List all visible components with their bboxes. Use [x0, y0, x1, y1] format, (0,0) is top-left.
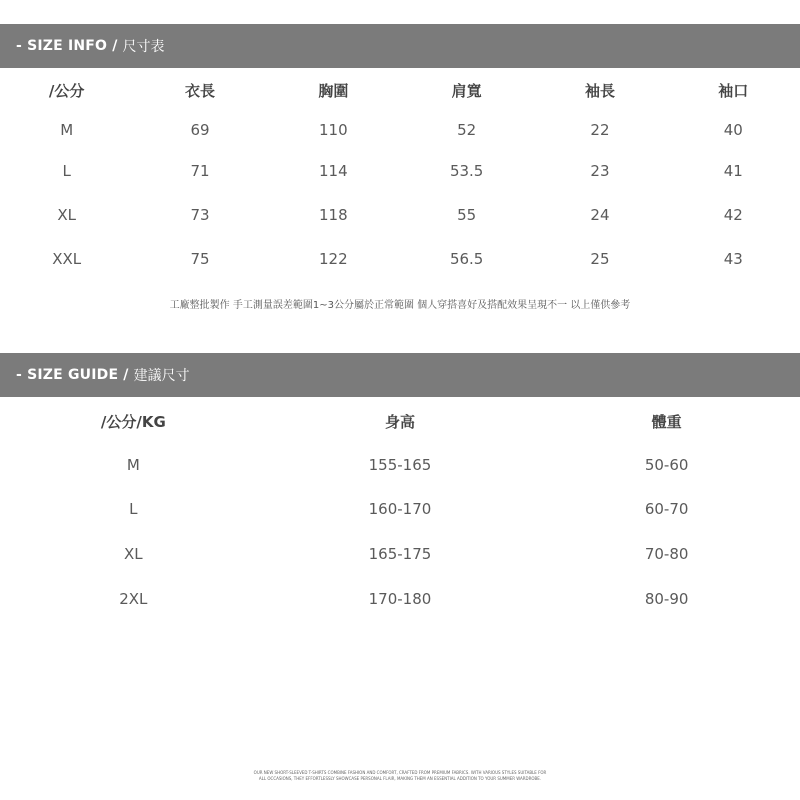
- header-cell-cuff: 袖口: [718, 82, 749, 100]
- table-cell: 155-165: [368, 456, 432, 474]
- table-cell: 110: [319, 121, 348, 139]
- table-cell: 165-175: [368, 545, 432, 563]
- table-cell: 114: [319, 162, 348, 180]
- table-row: [0, 121, 800, 139]
- table-cell: 80-90: [644, 590, 689, 608]
- table-cell: 170-180: [368, 590, 432, 608]
- table-cell: 160-170: [368, 500, 432, 518]
- size-guide-header-bar: [0, 353, 800, 397]
- table-row: [0, 162, 800, 180]
- table-cell: 55: [457, 206, 477, 224]
- table-cell: L: [62, 162, 71, 180]
- table-cell: XL: [124, 545, 143, 563]
- table-cell: M: [126, 456, 140, 474]
- table-cell: 43: [723, 250, 743, 268]
- table-cell: 42: [723, 206, 743, 224]
- table-cell: 118: [319, 206, 348, 224]
- table-row: [0, 250, 800, 268]
- table-cell: 70-80: [644, 545, 689, 563]
- table-cell: 22: [590, 121, 610, 139]
- header-cell-shoulder: 肩寬: [451, 82, 482, 100]
- table-row: [0, 545, 800, 563]
- table-row: [0, 590, 800, 608]
- measurement-note: 工廠整批製作 手工測量誤差範圍1~3公分屬於正常範圍 個人穿搭喜好及搭配效果呈現不一 以上僅供參考: [169, 300, 631, 311]
- table-cell: 41: [723, 162, 743, 180]
- header-cell-length: 衣長: [184, 82, 215, 100]
- table-cell: 122: [319, 250, 348, 268]
- table-cell: 69: [190, 121, 210, 139]
- size-info-subtitle: 尺寸表: [122, 39, 165, 55]
- table-cell: L: [129, 500, 138, 518]
- table-cell: 25: [590, 250, 610, 268]
- header-cell-height: 身高: [384, 413, 415, 431]
- table-cell: 75: [190, 250, 210, 268]
- table-cell: 50-60: [644, 456, 689, 474]
- size-guide-title: - SIZE GUIDE /: [16, 367, 129, 383]
- table-cell: 23: [590, 162, 610, 180]
- footer-fine-print: [0, 770, 800, 782]
- table-cell: 2XL: [119, 590, 148, 608]
- table-row: [0, 206, 800, 224]
- table-row: [0, 500, 800, 518]
- size-info-header-bar: [0, 24, 800, 68]
- table-cell: 73: [190, 206, 210, 224]
- footer-line-2: ALL OCCASIONS, THEY EFFORTLESSLY SHOWCASE PERSONAL FLAIR, MAKING THEM AN ESSENTIAL ADDITION TO YOUR SUMMER WARDROBE.: [258, 776, 542, 781]
- table-cell: XXL: [52, 250, 82, 268]
- size-info-title: - SIZE INFO /: [16, 38, 118, 54]
- size-guide-subtitle: 建議尺寸: [133, 368, 190, 384]
- header-cell-chest: 胸圍: [318, 82, 349, 100]
- size-info-header-row: [0, 80, 800, 101]
- table-cell: XL: [57, 206, 76, 224]
- table-cell: M: [60, 121, 74, 139]
- table-cell: 24: [590, 206, 610, 224]
- header-cell-sleeve: 袖長: [584, 82, 615, 100]
- header-cell-unit: /公分: [48, 82, 85, 100]
- table-cell: 40: [723, 121, 743, 139]
- table-cell: 56.5: [449, 250, 484, 268]
- header-cell-unit: /公分/KG: [100, 413, 166, 431]
- table-cell: 60-70: [644, 500, 689, 518]
- table-cell: 52: [457, 121, 477, 139]
- table-row: [0, 456, 800, 474]
- footer-line-1: OUR NEW SHORT-SLEEVED T-SHIRTS COMBINE FASHION AND COMFORT, CRAFTED FROM PREMIUM FABRICS. WITH VARIOUS STYLES SUITABLE FOR: [253, 770, 547, 775]
- header-cell-weight: 體重: [651, 413, 682, 431]
- table-cell: 53.5: [449, 162, 484, 180]
- size-guide-header-row: [0, 411, 800, 432]
- table-cell: 71: [190, 162, 210, 180]
